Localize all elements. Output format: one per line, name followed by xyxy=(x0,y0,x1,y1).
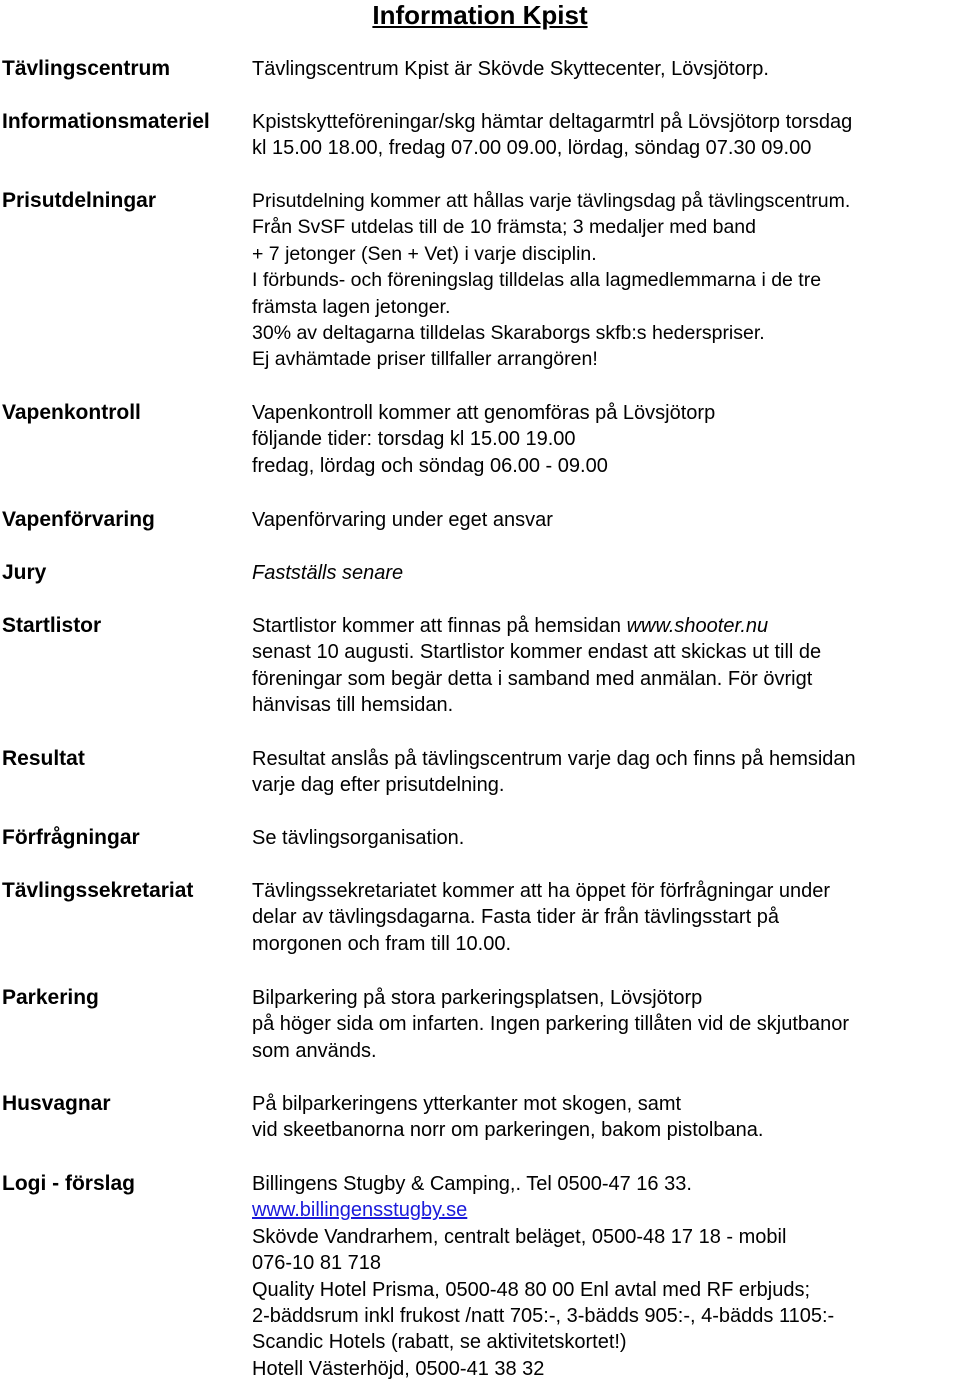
text-line: hänvisas till hemsidan. xyxy=(252,694,454,717)
label-logi: Logi - förslag xyxy=(2,1172,135,1195)
text-line: Vapenförvaring under eget ansvar xyxy=(252,509,553,531)
text-span: Startlistor kommer att finnas på hemsidan xyxy=(252,615,627,637)
text-line: + 7 jetonger (Sen + Vet) i varje disciplin. xyxy=(252,242,597,265)
content-tavlingssekretariat xyxy=(252,878,952,957)
text-line: senast 10 augusti. Startlistor kommer endast att skickas ut till de xyxy=(252,641,822,664)
text-line: på höger sida om infarten. Ingen parkering tillåten vid de skjutbanor xyxy=(252,1013,850,1036)
label-vapenkontroll: Vapenkontroll xyxy=(2,401,141,424)
text-line xyxy=(252,613,952,639)
text-line: föreningar som begär detta i samband med anmälan. För övrigt xyxy=(252,667,813,690)
label-jury: Jury xyxy=(2,561,47,584)
text-line: morgonen och fram till 10.00. xyxy=(252,932,512,955)
text-line: I förbunds- och föreningslag tilldelas alla lagmedlemmarna i de tre xyxy=(252,269,822,292)
page-title: Information Kpist xyxy=(372,0,588,30)
content-startlistor xyxy=(252,613,952,719)
text-line: På bilparkeringens ytterkanter mot skogen, samt xyxy=(252,1093,682,1115)
content-vapenkontroll xyxy=(252,400,952,479)
billingens-link[interactable]: www.billingensstugby.se xyxy=(252,1199,468,1222)
text-line: Prisutdelning kommer att hållas varje tävlingsdag på tävlingscentrum. xyxy=(252,190,851,212)
text-line: Billingens Stugby & Camping,. Tel 0500-47 16 33. xyxy=(252,1173,692,1195)
label-parkering: Parkering xyxy=(2,986,99,1009)
text-line: Bilparkering på stora parkeringsplatsen, Lövsjötorp xyxy=(252,987,703,1009)
text-line: 076-10 81 718 xyxy=(252,1252,382,1275)
content-informationsmateriel xyxy=(252,109,952,162)
label-prisutdelningar: Prisutdelningar xyxy=(2,189,157,212)
text-line: Från SvSF utdelas till de 10 främsta; 3 medaljer med band xyxy=(252,216,756,239)
content-husvagnar xyxy=(252,1091,952,1144)
content-forfragningar xyxy=(252,825,952,851)
label-startlistor: Startlistor xyxy=(2,614,102,637)
text-line: Tävlingscentrum Kpist är Skövde Skyttecenter, Lövsjötorp. xyxy=(252,58,769,80)
label-husvagnar: Husvagnar xyxy=(2,1092,111,1115)
content-parkering xyxy=(252,985,952,1064)
text-line: Kpistskytteföreningar/skg hämtar deltagarmtrl på Lövsjötorp torsdag xyxy=(252,111,853,133)
label-vapenforvaring: Vapenförvaring xyxy=(2,508,155,531)
text-line: delar av tävlingsdagarna. Fasta tider är från tävlingsstart på xyxy=(252,906,779,929)
text-line: främsta lagen jetonger. xyxy=(252,295,451,318)
label-resultat: Resultat xyxy=(2,747,85,770)
content-jury xyxy=(252,560,952,586)
text-line: Quality Hotel Prisma, 0500-48 80 00 Enl avtal med RF erbjuds; xyxy=(252,1278,811,1301)
text-line: som används. xyxy=(252,1039,377,1062)
content-tavlingscentrum xyxy=(252,56,952,82)
text-line: varje dag efter prisutdelning. xyxy=(252,774,505,797)
text-line: Ej avhämtade priser tillfaller arrangören! xyxy=(252,348,598,371)
label-forfragningar: Förfrågningar xyxy=(2,826,140,849)
website-text: www.shooter.nu xyxy=(626,615,769,637)
text-line: 2-bäddsrum inkl frukost /natt 705:-, 3-bädds 905:-, 4-bädds 1105:- xyxy=(252,1304,835,1327)
content-prisutdelningar xyxy=(252,188,952,373)
label-tavlingssekretariat: Tävlingssekretariat xyxy=(2,879,194,902)
text-line: Scandic Hotels (rabatt, se aktivitetskortet!) xyxy=(252,1331,627,1354)
content-resultat xyxy=(252,746,952,799)
label-tavlingscentrum: Tävlingscentrum xyxy=(2,57,171,80)
text-line: fredag, lördag och söndag 06.00 - 09.00 xyxy=(252,454,608,477)
text-line: Vapenkontroll kommer att genomföras på Lövsjötorp xyxy=(252,402,716,424)
text-line: Hotell Västerhöjd, 0500-41 38 32 xyxy=(252,1357,545,1380)
label-informationsmateriel: Informationsmateriel xyxy=(2,110,210,133)
text-line: Se tävlingsorganisation. xyxy=(252,827,465,849)
text-line: Tävlingssekretariatet kommer att ha öppet för förfrågningar under xyxy=(252,880,831,902)
text-line: Skövde Vandrarhem, centralt beläget, 0500-48 17 18 - mobil xyxy=(252,1225,787,1248)
text-line: kl 15.00 18.00, fredag 07.00 09.00, lördag, söndag 07.30 09.00 xyxy=(252,137,812,160)
text-line: vid skeetbanorna norr om parkeringen, bakom pistolbana. xyxy=(252,1119,764,1142)
text-line: 30% av deltagarna tilldelas Skaraborgs skfb:s hederspriser. xyxy=(252,321,765,344)
text-line: Fastställs senare xyxy=(252,562,404,584)
text-line: följande tider: torsdag kl 15.00 19.00 xyxy=(252,428,576,451)
content-logi xyxy=(252,1171,952,1382)
text-line: Resultat anslås på tävlingscentrum varje dag och finns på hemsidan xyxy=(252,748,856,770)
content-vapenforvaring xyxy=(252,507,952,533)
